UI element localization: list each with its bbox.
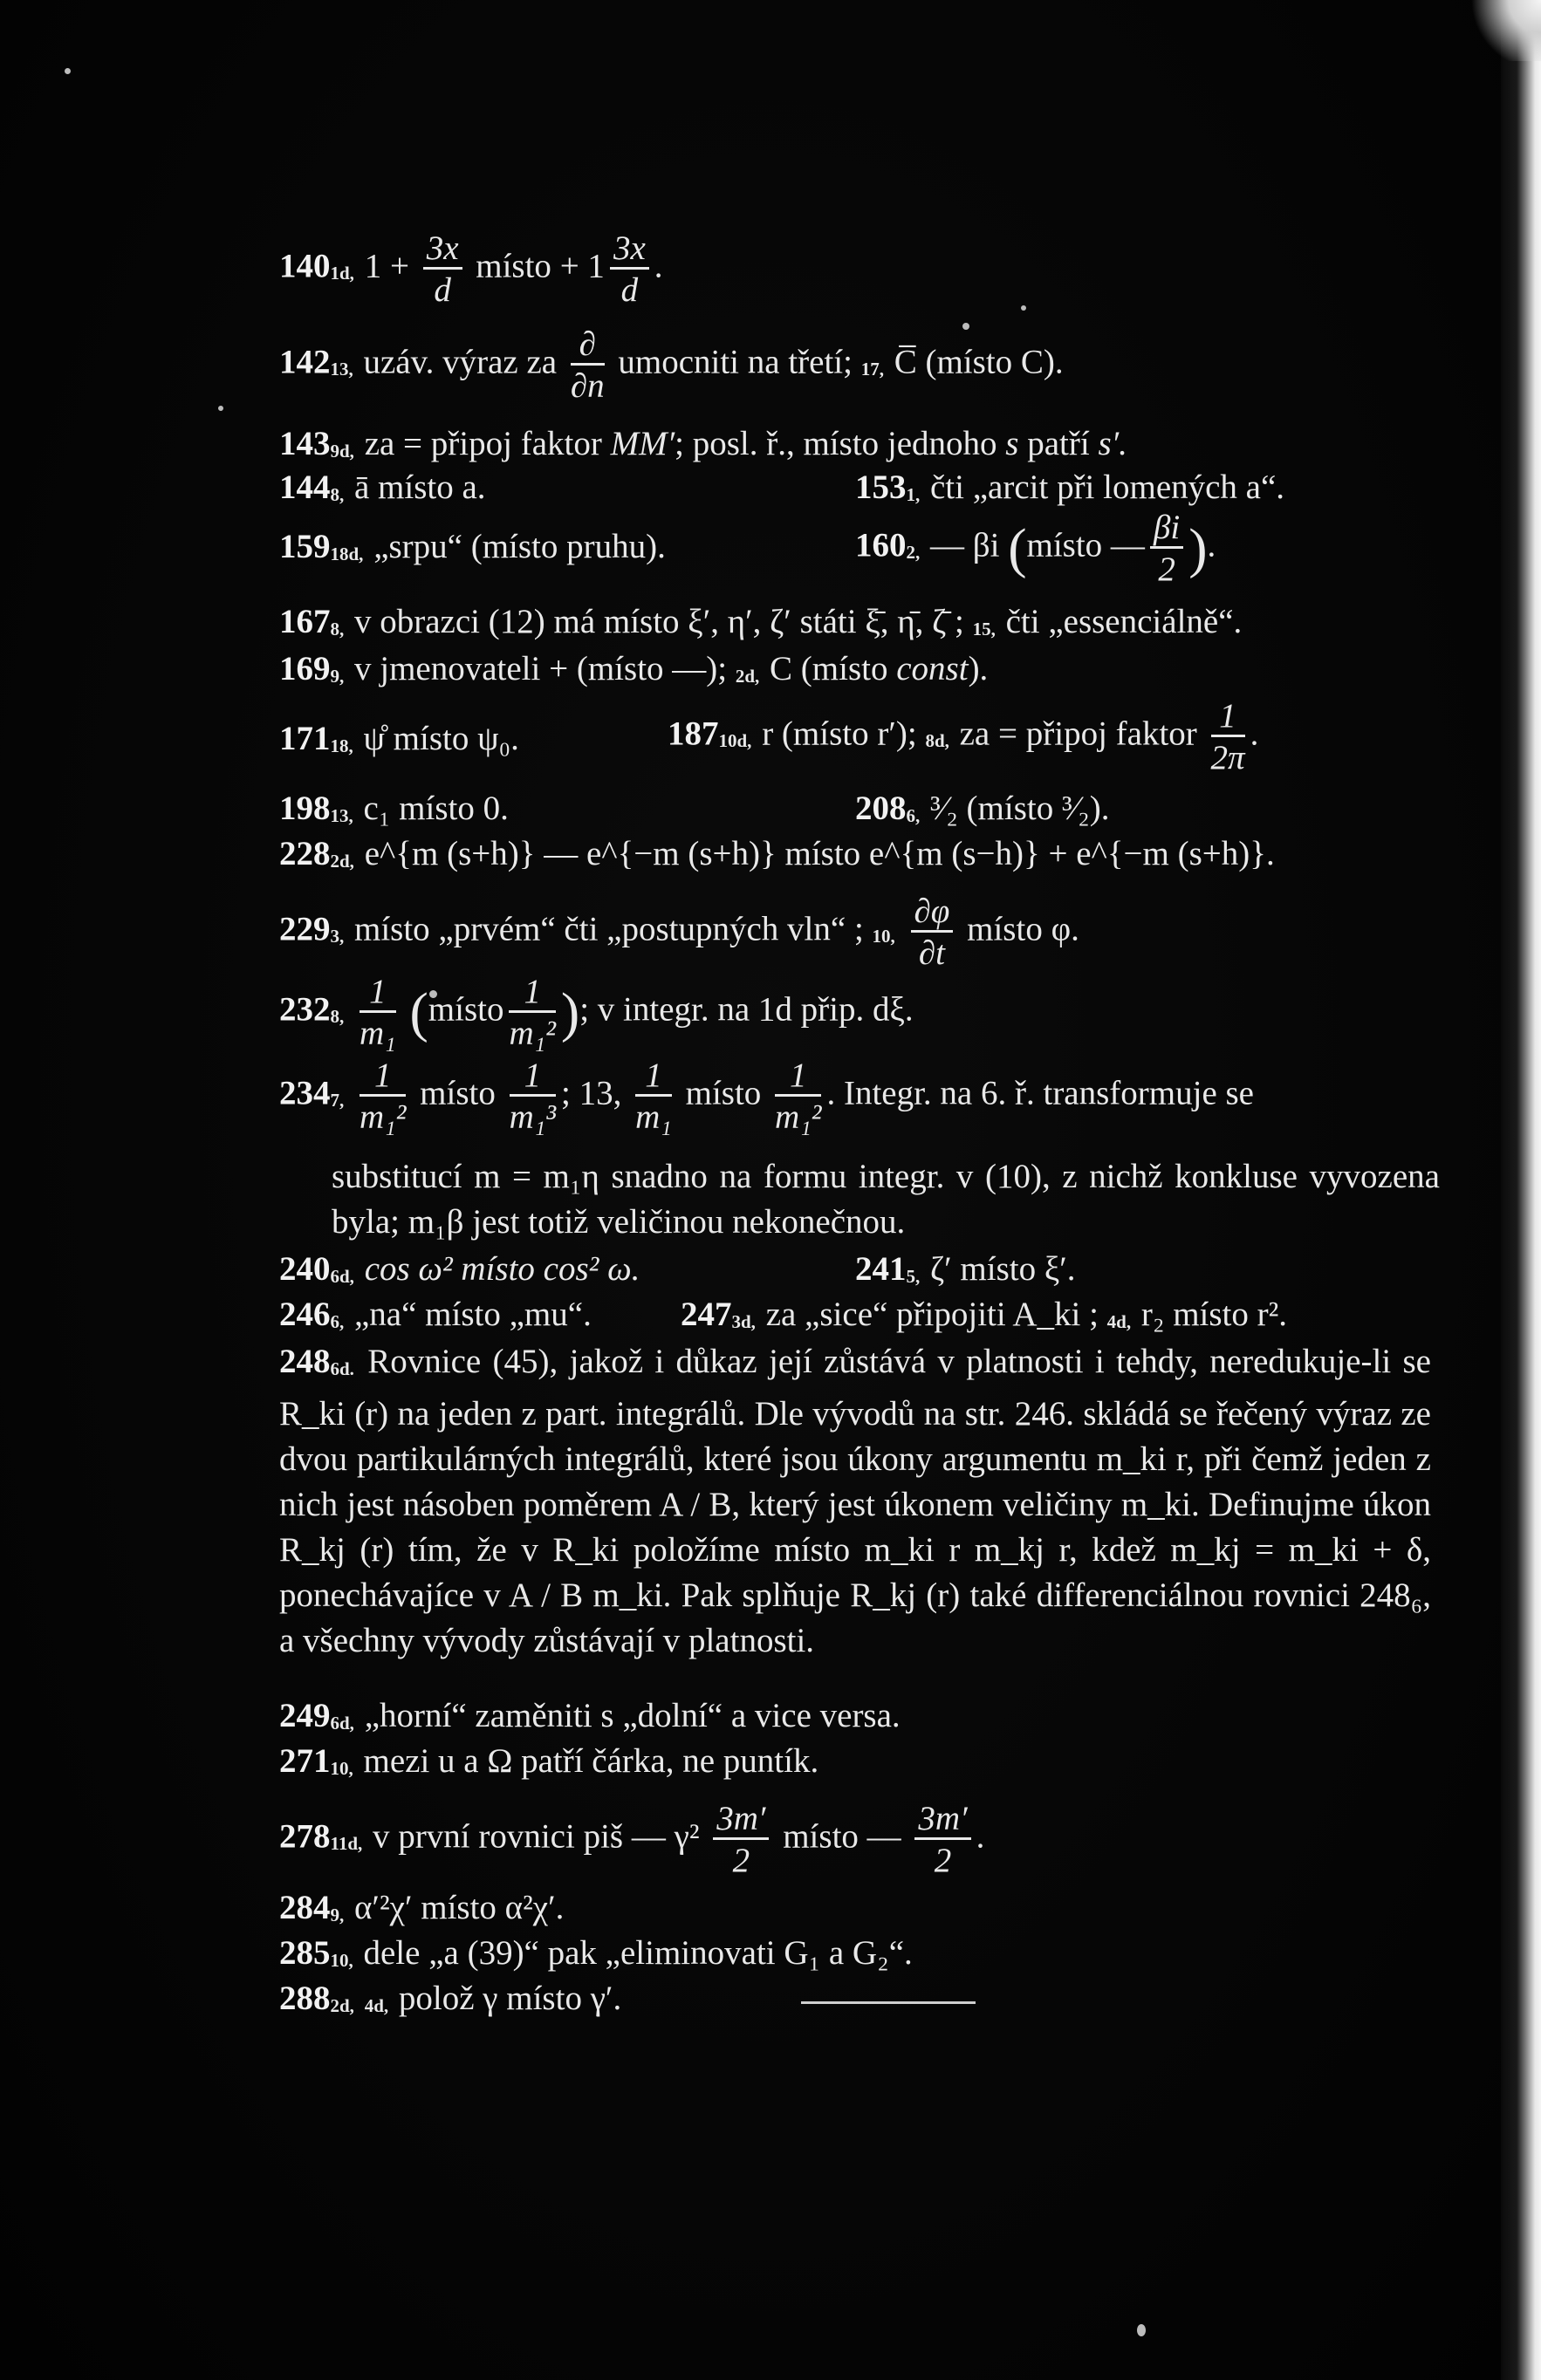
fraction: $\frac{3x}{d}$ — [423, 231, 462, 307]
fraction: $\frac{3x}{d}$ — [610, 231, 649, 307]
erratum-278: 27811d, v první rovnici piš — γ² $\frac{3m'}{2}$ místo — $\frac{3m'}{2}$ . — [279, 1800, 985, 1879]
erratum-140: 1401d, 1 + $\frac{3x}{d}$ místo + 1 $\frac{3x}{d}$ . — [279, 229, 663, 309]
page-ref: 144 — [279, 468, 331, 506]
line-ref: 6, — [906, 805, 921, 826]
erratum-246: 2466, „na“ místo „mu“. — [279, 1296, 592, 1333]
erratum-208: 2086, ³⁄₂ (místo ³⁄₂). — [855, 790, 1110, 827]
fraction: $\frac{\beta i}{2}$ — [1150, 510, 1183, 586]
line-ref: 2d, — [330, 1995, 354, 2016]
line-ref: 8, — [330, 1006, 345, 1028]
erratum-234-continuation: substitucí m = m₁η snadno na formu integr. v (10), z nichž konkluse vyvozena byla; m₁β jest totiž veličinou nekonečnou. — [332, 1158, 1440, 1241]
line-ref: 13, — [330, 805, 353, 826]
erratum-160: 1602, — βi (místo — $\frac{\beta i}{2}$ ). — [855, 509, 1216, 588]
erratum-153: 1531, čti „arcit při lomených a“. — [855, 468, 1285, 506]
erratum-241: 2415, ζ′ místo ξ′. — [855, 1250, 1076, 1288]
line-ref: 11d, — [330, 1833, 363, 1855]
line-ref: 9d, — [330, 441, 354, 462]
page-ref: 232 — [279, 990, 331, 1029]
erratum-248: 2486d. Rovnice (45), jakož i důkaz její zůstává v platnosti i tehdy, neredukuje-li se R_ki (r) na jeden z part. integrálů. Dle vývodů na str. 246. skládá se řečený výraz ze dvou partikulárných integrálů, které jsou úkony argumentu m_ki r, při čemž jeden z nich jest násoben poměrem A / B, který jest úkonem veličiny m_ki. Definujme úkon R_kj (r) tím, že v R_ki položíme místo m_ki r m_kj r, kdež m_kj = m_ki + δ, ponechávajíce v A / B m_ki. Pak splňuje R_kj (r) také differenciálnou rovnici 248₆, a všechny vývody zůstávají v platnosti. — [279, 1343, 1431, 1659]
fraction: $\frac{1}{\text{m₁}}$ — [360, 973, 396, 1052]
line-ref: 10, — [330, 1950, 353, 1971]
line-ref: 8, — [330, 484, 345, 505]
erratum-247: 2473d, za „sice“ připojiti A_ki ; 4d, r₂ místo r². — [681, 1296, 1288, 1333]
line-ref: 18d, — [330, 544, 364, 564]
page-ref: 247 — [681, 1296, 732, 1333]
page-ref: 229 — [279, 910, 331, 948]
erratum-288: 2882d, 4d, polož γ místo γ′. — [279, 1980, 622, 2017]
word-misto: místo — [476, 247, 551, 285]
expr: 1 + — [364, 247, 409, 285]
page-ref: 159 — [279, 528, 331, 565]
erratum-169: 1699, v jmenovateli + (místo —); 2d, C (místo const). — [279, 650, 989, 687]
speck — [1137, 2324, 1146, 2336]
line-ref: 1d, — [330, 263, 354, 284]
page-ref: 284 — [279, 1889, 331, 1926]
page-ref: 143 — [279, 425, 331, 462]
erratum-249: 2496d, „horní“ zaměniti s „dolní“ a vice versa. — [279, 1697, 901, 1734]
line-ref: 13, — [330, 359, 353, 380]
erratum-228: 2282d, e^{m (s+h)} — e^{−m (s+h)} místo e^{m (s−h)} + e^{−m (s+h)}. — [279, 835, 1275, 872]
page-corner — [1471, 0, 1541, 61]
erratum-144: 1448, ā místo a. — [279, 468, 486, 506]
expr: + 1 — [559, 247, 605, 285]
line-ref: 9, — [330, 1905, 345, 1925]
line-ref: 8, — [330, 619, 345, 639]
line-ref: 6, — [330, 1311, 345, 1332]
line-ref: 5, — [906, 1266, 921, 1287]
page-ref: 246 — [279, 1296, 331, 1333]
page-ref: 249 — [279, 1697, 331, 1734]
page-ref: 208 — [855, 790, 907, 827]
line-ref: 17, — [860, 359, 884, 380]
erratum-171: 17118, ψ̊ místo ψ₀. — [279, 720, 519, 757]
line-ref: 6d, — [330, 1713, 354, 1734]
speck — [65, 68, 71, 74]
erratum-142: 14213, uzáv. výraz za $\frac{\partial}{\partial n}$ umocniti na třetí; 17, C̅ (místo C). — [279, 325, 1064, 405]
fraction: $\frac{\partial\varphi}{\partial t}$ — [911, 894, 954, 970]
erratum-240: 2406d, cos ω² místo cos² ω. — [279, 1250, 640, 1288]
page-ref: 288 — [279, 1980, 331, 2017]
page-ref: 171 — [279, 720, 331, 757]
line-ref: 10d, — [718, 730, 752, 752]
line-ref: 2d, — [330, 851, 354, 872]
line-ref: 10, — [330, 1758, 353, 1779]
line-ref: 4d, — [1106, 1311, 1132, 1332]
line-ref: 3d, — [731, 1311, 756, 1332]
page-ref: 160 — [855, 526, 907, 564]
line-ref: 6d, — [330, 1266, 354, 1287]
line-ref: 6d. — [330, 1358, 354, 1379]
line-ref: 18, — [330, 735, 353, 756]
page-ref: 169 — [279, 650, 331, 687]
erratum-198: 19813, c₁ místo 0. — [279, 790, 509, 827]
closing-rule — [801, 2001, 976, 2004]
page-ref: 278 — [279, 1817, 331, 1856]
page-ref: 285 — [279, 1934, 331, 1972]
line-ref: 2d, — [735, 666, 760, 687]
page-ref: 234 — [279, 1074, 331, 1112]
line-ref: 3, — [330, 926, 345, 947]
fraction: $\frac{\partial}{\partial n}$ — [570, 325, 605, 405]
line-ref: 8d, — [925, 730, 949, 752]
page-ref: 228 — [279, 835, 331, 872]
page-ref: 153 — [855, 468, 907, 506]
page-ref: 167 — [279, 603, 331, 640]
page-edge — [1501, 0, 1541, 2380]
fraction: $\frac{1}{\text{m₁³}}$ — [509, 1057, 557, 1136]
erratum-143: 1439d, za = připoj faktor MM′; posl. ř., místo jednoho s patří s′. — [279, 425, 1127, 462]
erratum-187: 18710d, r (místo r′); 8d, za = připoj faktor $\frac{1}{2\pi}$ . — [668, 697, 1259, 776]
fraction: $\frac{1}{\text{m₁²}}$ — [360, 1057, 407, 1136]
page-ref: 187 — [668, 715, 719, 753]
speck — [1021, 305, 1026, 311]
fraction: $\frac{3m'}{2}$ — [713, 1802, 769, 1877]
line-ref: 10, — [872, 926, 895, 947]
line-ref: 4d, — [364, 1995, 389, 2016]
erratum-271: 27110, mezi u a Ω patří čárka, ne puntík. — [279, 1742, 819, 1780]
page-ref: 241 — [855, 1250, 907, 1288]
page-ref: 140 — [279, 247, 331, 285]
fraction: $\frac{3m'}{2}$ — [914, 1802, 970, 1877]
fraction: $\frac{1}{2\pi}$ — [1210, 697, 1245, 776]
line-ref: 15, — [972, 619, 996, 639]
line-ref: 2, — [906, 542, 921, 564]
page-ref: 248 — [279, 1343, 331, 1380]
erratum-159: 15918d, „srpu“ (místo pruhu). — [279, 528, 666, 565]
erratum-232: 2328, $\frac{1}{\text{m₁}}$ (místo $\frac{1}{\text{m₁²}}$ ); v integr. na 1d přip. dξ. — [279, 973, 914, 1052]
speck — [218, 406, 223, 411]
line-ref: 7, — [330, 1090, 345, 1111]
line-ref: 9, — [330, 666, 345, 687]
page-ref: 240 — [279, 1250, 331, 1288]
fraction: $\frac{1}{\text{m₁²}}$ — [775, 1057, 822, 1136]
page-ref: 271 — [279, 1742, 331, 1780]
line-ref: 1, — [906, 484, 921, 505]
erratum-284: 2849, α′²χ′ místo α²χ′. — [279, 1889, 565, 1926]
erratum-285: 28510, dele „a (39)“ pak „eliminovati G₁ a G₂“. — [279, 1934, 913, 1972]
fraction: $\frac{1}{\text{m₁}}$ — [635, 1057, 672, 1136]
erratum-234: 2347, $\frac{1}{\text{m₁²}}$ místo $\frac{1}{\text{m₁³}}$ ; 13, $\frac{1}{\text{m₁}}$ místo $\frac{1}{\text{m₁²}}$ . Integr. na 6. ř. transformuje se — [279, 1057, 1254, 1136]
page-ref: 198 — [279, 790, 331, 827]
fraction: $\frac{1}{\text{m₁²}}$ — [509, 973, 556, 1052]
erratum-229: 2293, místo „prvém“ čti „postupných vln“ ; 10, $\frac{\partial\varphi}{\partial t}$ místo φ. — [279, 892, 1079, 972]
page-ref: 142 — [279, 343, 331, 381]
erratum-167: 1678, v obrazci (12) má místo ξ′, η′, ζ′ státi ξ̄, η̄, ζ̄ ; 15, čti „essenciálně“. — [279, 603, 1243, 640]
